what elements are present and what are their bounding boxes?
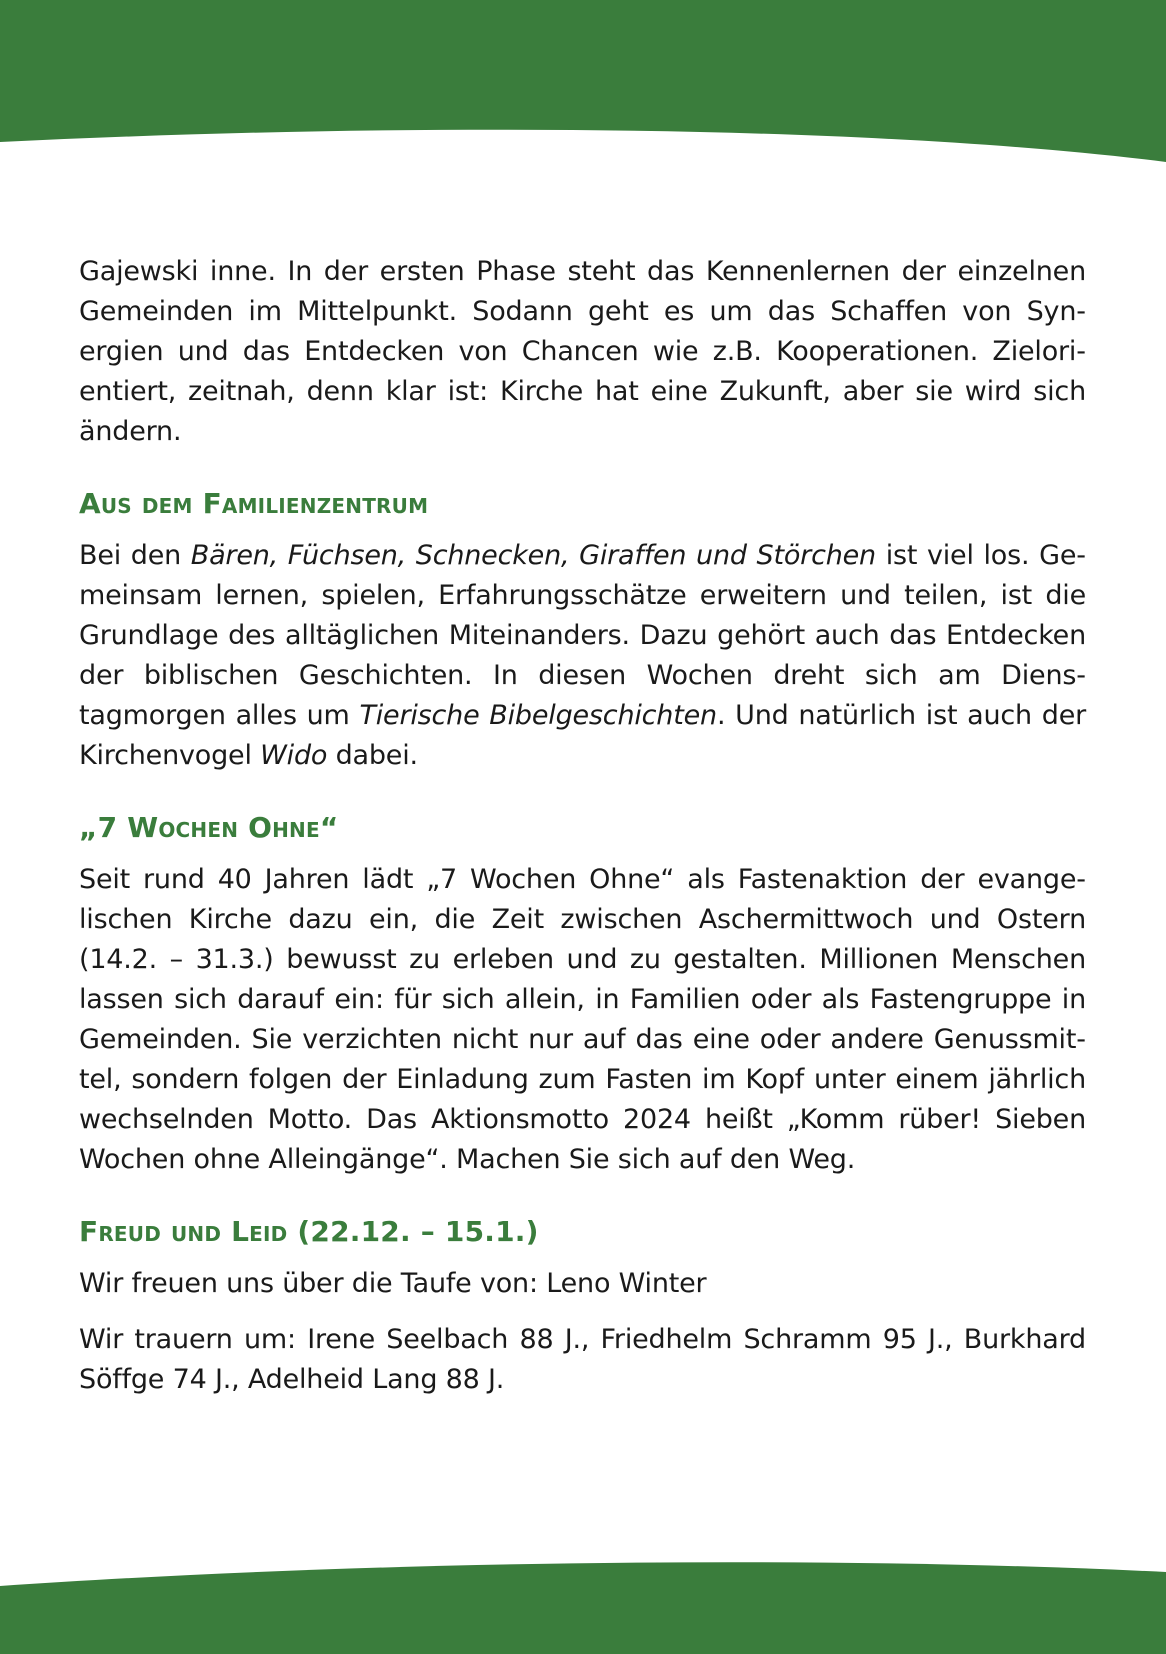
italic-animals: Bären, Füchsen, Schnecken, Giraffen und Störchen: [190, 540, 876, 571]
section-freud-leid: [79, 1212, 1086, 1400]
trauer-paragraph: Wir trauern um: Irene Seelbach 88 J., Friedhelm Schramm 95 J., Burkhard Söffge 74 J., Adelheid Lang 88 J.: [79, 1324, 1086, 1395]
intro-paragraph: Gajewski inne. In der ersten Phase steht das Kennenlernen der einzelnen Gemeinden im Mittelpunkt. Sodann geht es um das Schaffen von Synergien und das Entdecken von Chancen wie z.B. Kooperationen. Zielorientiert, zeitnah, denn klar ist: Kirche hat eine Zukunft, aber sie wird sich ändern.: [79, 256, 1086, 447]
section-sieben-wochen: [79, 808, 1086, 1180]
heading-familienzentrum: Aus dem Familienzentrum: [79, 487, 429, 520]
text-run: Bei den: [79, 540, 191, 571]
taufe-paragraph: Wir freuen uns über die Taufe von: Leno Winter: [79, 1268, 707, 1299]
page-content: [79, 252, 1086, 1400]
italic-wido: Wido: [260, 740, 328, 771]
heading-freud-leid: Freud und Leid (22.12. – 15.1.): [79, 1215, 539, 1248]
section-familienzentrum: [79, 484, 1086, 776]
top-green-wave: [0, 0, 1166, 170]
heading-sieben-wochen: „7 Wochen Ohne“: [79, 811, 339, 844]
italic-bibelgeschichten: Tierische Bibelgeschichten: [359, 700, 717, 731]
bottom-green-wave: [0, 1544, 1166, 1654]
familienzentrum-paragraph: [79, 536, 1086, 776]
sieben-wochen-paragraph: Seit rund 40 Jahren lädt „7 Wochen Ohne“ als Fastenaktion der evangelischen Kirche dazu ein, die Zeit zwischen Aschermittwoch und Ostern (14.2. – 31.3.) bewusst zu erleben und zu gestalten. Millionen Menschen lassen sich darauf ein: für sich allein, in Familien oder als Fastengruppe in Gemeinden. Sie verzichten nicht nur auf das eine oder andere Genussmittel, sondern folgen der Einladung zum Fasten im Kopf unter einem jährlich wechselnden Motto. Das Aktionsmotto 2024 heißt „Komm rüber! Sieben Wochen ohne Alleingänge“. Machen Sie sich auf den Weg.: [79, 864, 1086, 1175]
text-run: ist viel los. Gemeinsam lernen, spielen, Erfahrungsschätze erweitern und teilen, ist die Grundlage des alltäglichen Miteinanders. Dazu gehört auch das Entdecken der biblischen Geschichten. In diesen Wochen dreht sich am Dienstagmorgen alles um: [79, 540, 1086, 731]
text-run: dabei.: [327, 740, 418, 771]
text-run: . Und natürlich ist auch der Kirchenvogel: [79, 700, 1087, 771]
